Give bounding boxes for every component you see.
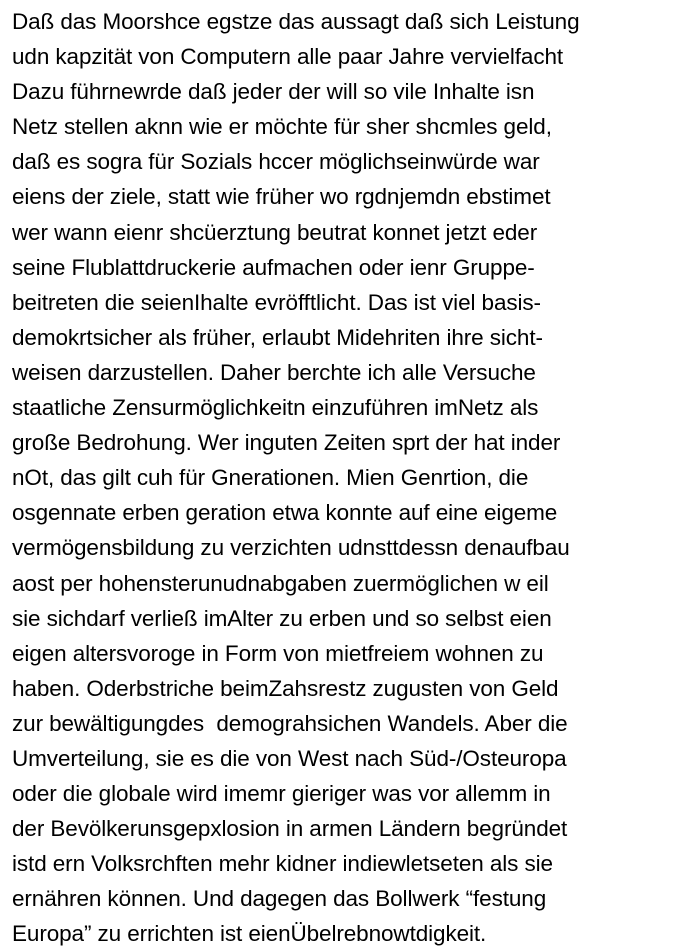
text-line: Umverteilung, sie es die von West nach Süd-/Osteuropa (12, 745, 567, 771)
text-line: nOt, das gilt cuh für Gnerationen. Mien Genrtion, die (12, 465, 529, 491)
text-line: udn kapzität von Computern alle paar Jahre vervielfacht (12, 44, 564, 70)
text-line: zur bewältigungdes demograhsichen Wandels. Aber die (12, 710, 568, 736)
text-line: eigen altersvoroge in Form von mietfreiem wohnen zu (12, 640, 544, 666)
text-line: ernähren können. Und dagegen das Bollwerk “festung (12, 886, 547, 912)
text-line: vermögensbildung zu verzichten udnsttdessn denaufbau (12, 535, 570, 561)
text-line: oder die globale wird imemr gieriger was vor allemm in (12, 781, 551, 807)
text-line: aost per hohensterunudnabgaben zuermöglichen w eil (12, 570, 549, 596)
text-line: demokrtsicher als früher, erlaubt Midehriten ihre sicht- (12, 324, 543, 350)
text-line: daß es sogra für Sozials hccer möglichseinwürde war (12, 149, 540, 175)
text-line: istd ern Volksrchften mehr kidner indiewletseten als sie (12, 851, 553, 877)
text-line: eiens der ziele, statt wie früher wo rgdnjemdn ebstimet (12, 184, 551, 210)
text-line: seine Flublattdruckerie aufmachen oder ienr Gruppe- (12, 254, 535, 280)
text-line: haben. Oderbstriche beimZahsrestz zugusten von Geld (12, 675, 559, 701)
text-line: wer wann eienr shcüerztung beutrat konnet jetzt eder (12, 219, 538, 245)
text-line: staatliche Zensurmöglichkeitn einzuführen imNetz als (12, 395, 539, 421)
text-line: große Bedrohung. Wer inguten Zeiten sprt der hat inder (12, 430, 561, 456)
text-line: weisen darzustellen. Daher berchte ich alle Versuche (12, 359, 536, 385)
body-text (12, 4, 684, 952)
text-line: Netz stellen aknn wie er möchte für sher shcmles geld, (12, 114, 552, 140)
text-line: sie sichdarf verließ imAlter zu erben und so selbst eien (12, 605, 552, 631)
text-line: Dazu führnewrde daß jeder der will so vile Inhalte isn (12, 79, 535, 105)
text-line: osgennate erben geration etwa konnte auf eine eigeme (12, 500, 558, 526)
text-line: der Bevölkerunsgepxlosion in armen Ländern begründet (12, 816, 568, 842)
text-line: Europa” zu errichten ist eienÜbelrebnowtdigkeit. (12, 921, 487, 947)
text-line: Daß das Moorshce egstze das aussagt daß sich Leistung (12, 9, 580, 34)
text-line: beitreten die seienIhalte evröfftlicht. Das ist viel basis- (12, 289, 541, 315)
